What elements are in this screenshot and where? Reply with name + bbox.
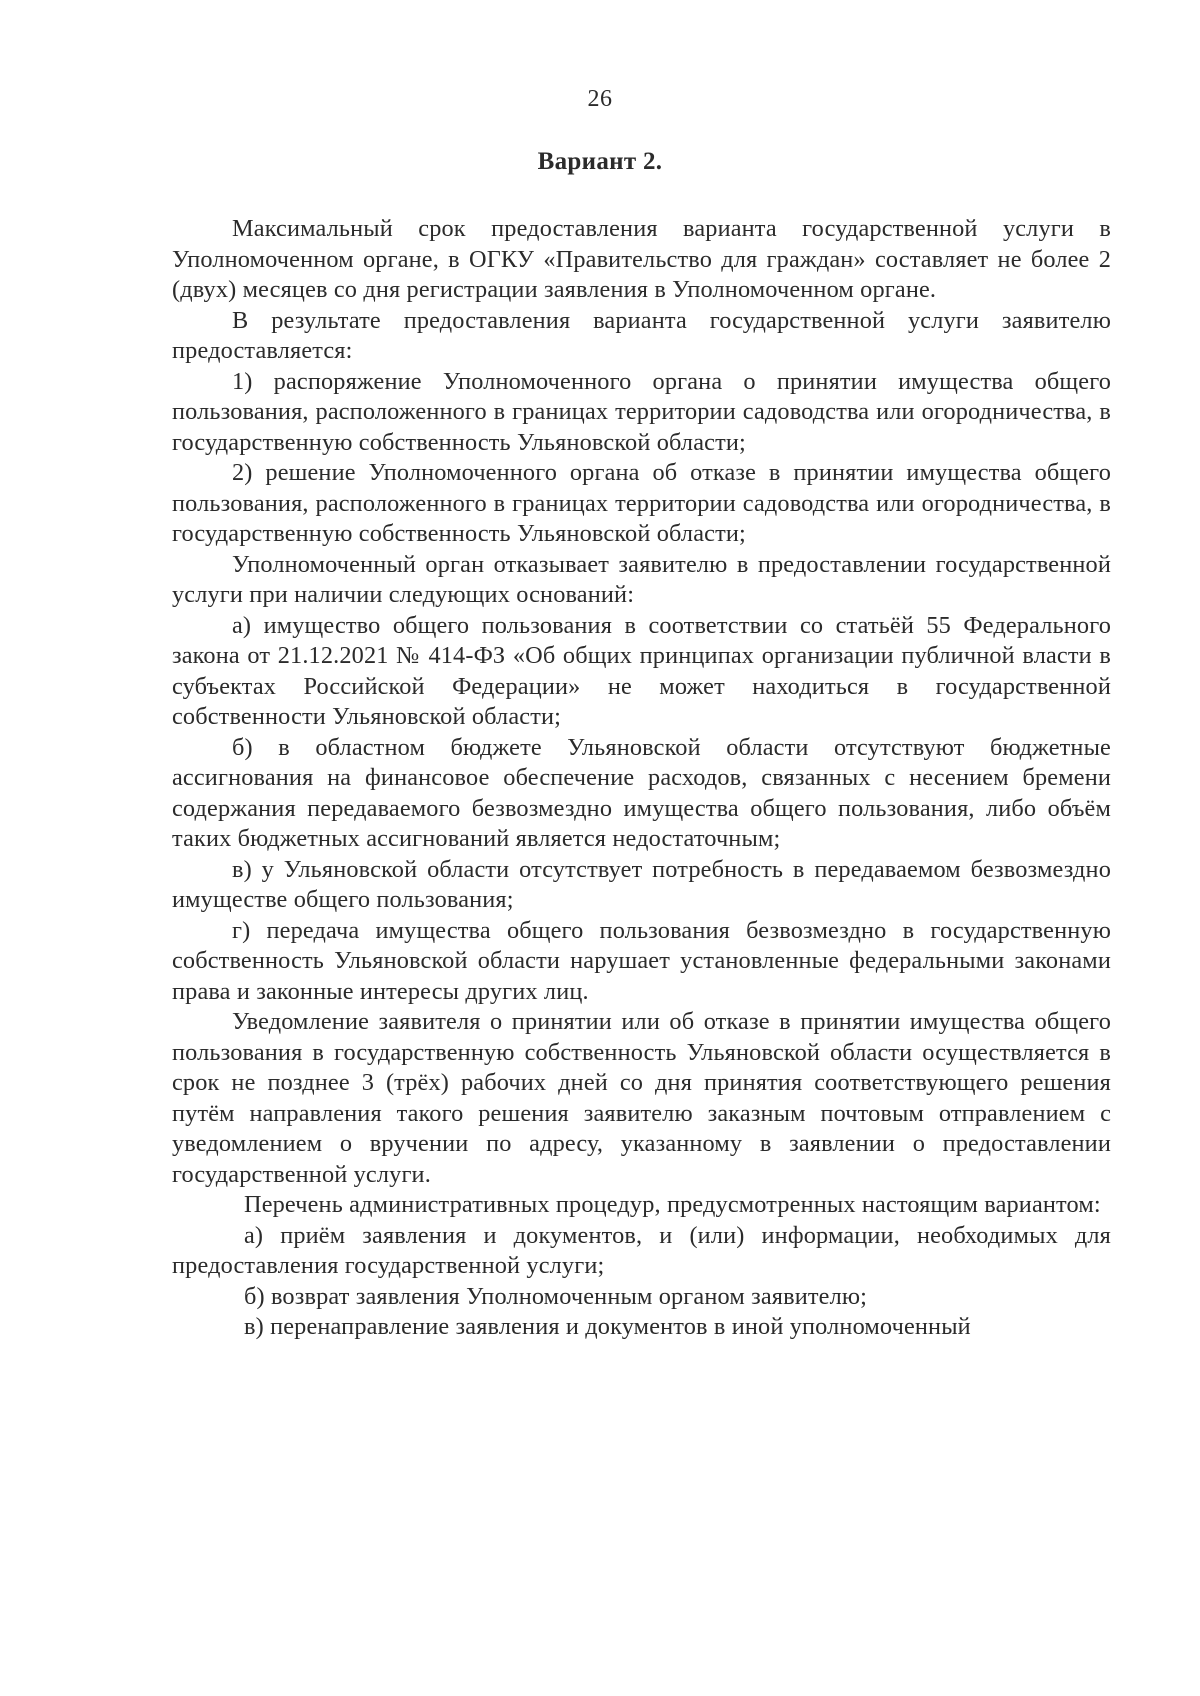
- paragraph-procedure-b: б) возврат заявления Уполномоченным органом заявителю;: [244, 1282, 868, 1310]
- document-body: [172, 214, 1111, 1343]
- paragraph-refusal-item-b: б) в областном бюджете Ульяновской области отсутствуют бюджетные ассигнования на финансовое обеспечение расходов, связанных с несением бремени содержания передаваемого безвозмездно имущества общего пользования, либо объём таких бюджетных ассигнований является недостаточным;: [172, 733, 1111, 852]
- paragraph-result-intro: В результате предоставления варианта государственной услуги заявителю предоставляется:: [172, 306, 1111, 364]
- section-heading: Вариант 2.: [537, 148, 663, 175]
- paragraph-procedure-a: а) приём заявления и документов, и (или) информации, необходимых для предоставления государственной услуги;: [172, 1221, 1111, 1279]
- paragraph-procedures-intro: Перечень административных процедур, предусмотренных настоящим вариантом:: [244, 1191, 1101, 1218]
- paragraph-procedure-v: в) перенаправление заявления и документов в иной уполномоченный: [244, 1313, 971, 1340]
- paragraph-result-item-1: 1) распоряжение Уполномоченного органа о принятии имущества общего пользования, расположенного в границах территории садоводства или огородничества, в государственную собственность Ульяновской области;: [172, 367, 1111, 456]
- paragraph-refusal-intro: Уполномоченный орган отказывает заявителю в предоставлении государственной услуги при наличии следующих оснований:: [172, 550, 1111, 608]
- paragraph-notification: Уведомление заявителя о принятии или об отказе в принятии имущества общего пользования в государственную собственность Ульяновской области осуществляется в срок не позднее 3 (трёх) рабочих дней со дня принятия соответствующего решения путём направления такого решения заявителю заказным почтовым отправлением с уведомлением о вручении по адресу, указанному в заявлении о предоставлении государственной услуги.: [172, 1008, 1111, 1188]
- paragraph-max-term: Максимальный срок предоставления варианта государственной услуги в Уполномоченном органе, в ОГКУ «Правительство для граждан» составляет не более 2 (двух) месяцев со дня регистрации заявления в Уполномоченном органе.: [172, 215, 1111, 303]
- paragraph-refusal-item-a: а) имущество общего пользования в соответствии со статьёй 55 Федерального закона от 21.12.2021 № 414-ФЗ «Об общих принципах организации публичной власти в субъектах Российской Федерации» не может находиться в государственной собственности Ульяновской области;: [172, 611, 1111, 730]
- paragraph-refusal-item-g: г) передача имущества общего пользования безвозмездно в государственную собственность Ульяновской области нарушает установленные федеральными законами права и законные интересы других лиц.: [172, 916, 1111, 1005]
- paragraph-result-item-2: 2) решение Уполномоченного органа об отказе в принятии имущества общего пользования, расположенного в границах территории садоводства или огородничества, в государственную собственность Ульяновской области;: [172, 459, 1111, 547]
- page-number: 26: [587, 86, 613, 112]
- paragraph-refusal-item-v: в) у Ульяновской области отсутствует потребность в передаваемом безвозмездно имуществе общего пользования;: [172, 855, 1111, 913]
